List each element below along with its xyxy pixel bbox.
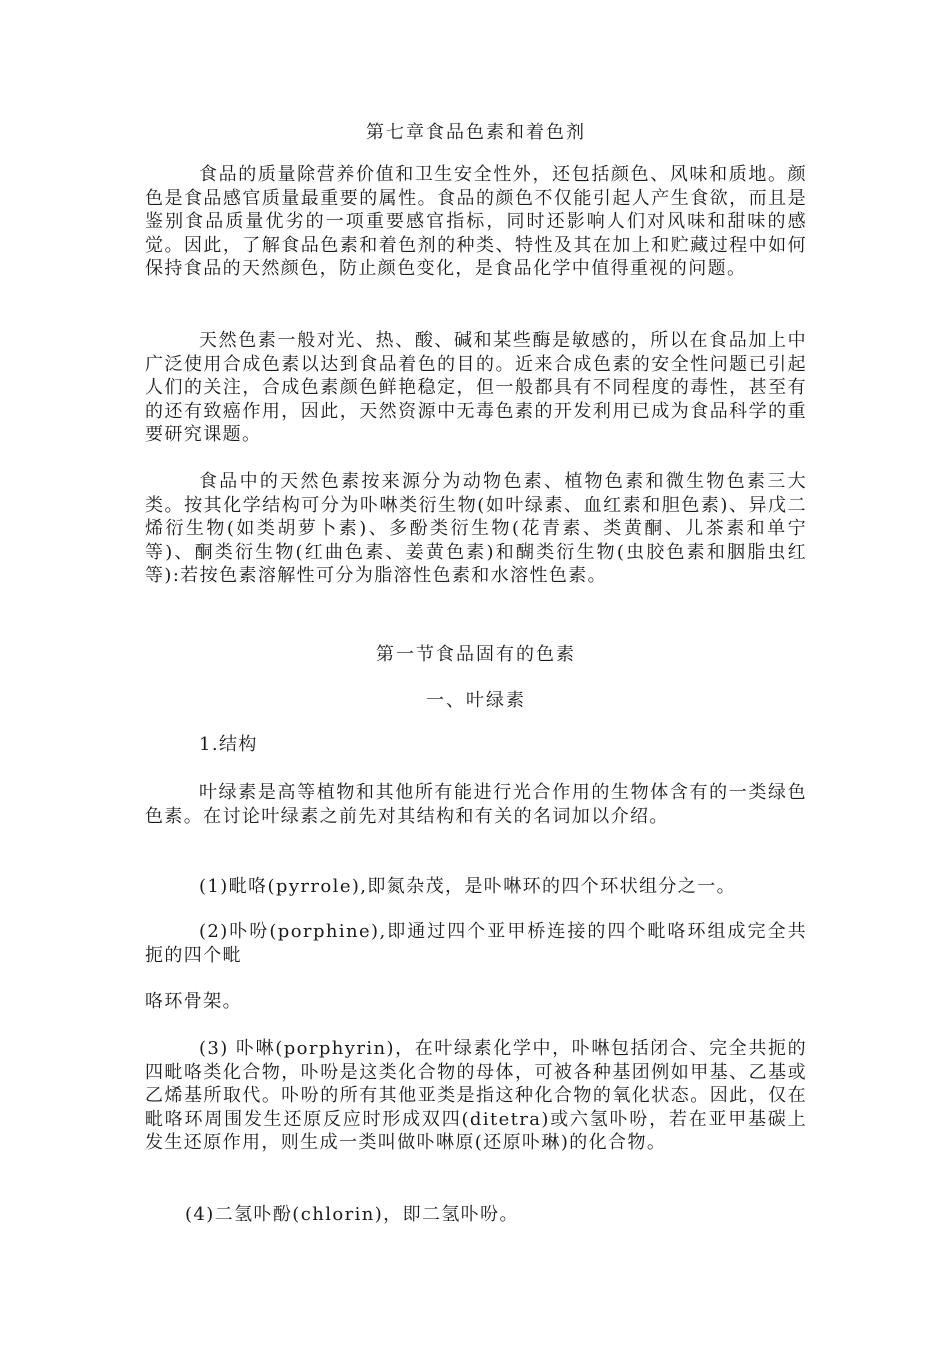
definition-chlorin: (4)二氢卟酚(chlorin)，即二氢卟吩。 (185, 1204, 519, 1225)
paragraph-1: 食品的质量除营养价值和卫生安全性外，还包括颜色、风味和质地。颜色是食品感官质量最重要的属性。食品的颜色不仅能引起人产生食欲，而且是鉴别食品质量优劣的一项重要感官指标，同时还影响人们对风味和甜味的感觉。因此，了解食品色素和着色剂的种类、特性及其在加上和贮藏过程中如何保持食品的天然颜色，防止颜色变化，是食品化学中值得重视的问题。 (145, 164, 807, 279)
paragraph-3: 食品中的天然色素按来源分为动物色素、植物色素和微生物色素三大类。按其化学结构可分为卟啉类衍生物(如叶绿素、血红素和胆色素)、异戊二烯衍生物(如类胡萝卜素)、多酚类衍生物(花青素、类黄酮、儿茶素和单宁等)、酮类衍生物(红曲色素、姜黄色素)和醐类衍生物(虫胶色素和胭脂虫红等):若按色素溶解性可分为脂溶性色素和水溶性色素。 (145, 471, 807, 586)
definition-porphyrin: (3) 卟啉(porphyrin)，在叶绿素化学中，卟啉包括闭合、完全共扼的四毗咯类化合物，卟吩是这类化合物的母体，可被各种基团例如甲基、乙基或乙烯基所取代。卟吩的所有其他亚类是指这种化合物的氧化状态。因此，仅在毗咯环周围发生还原反应时形成双四(ditetra)或六氢卟吩，若在亚甲基碳上发生还原作用，则生成一类叫做卟啉原(还原卟琳)的化合物。 (145, 1038, 807, 1153)
paragraph-2: 天然色素一般对光、热、酸、碱和某些酶是敏感的，所以在食品加上中广泛使用合成色素以达到食品着色的目的。近来合成色素的安全性问题已引起人们的关注，合成色素颜色鲜艳稳定，但一般都具有不同程度的毒性，甚至有的还有致癌作用，因此，天然资源中无毒色素的开发利用已成为食品科学的重要研究课题。 (145, 330, 807, 445)
definition-pyrrole: (1)毗咯(pyrrole),即氮杂茂，是卟啉环的四个环状组分之一。 (199, 876, 737, 897)
definition-porphine-continued: 咯环骨架。 (145, 991, 242, 1012)
definition-porphine: (2)卟吩(porphine),即通过四个亚甲桥连接的四个毗咯环组成完全共扼的四个毗 (145, 921, 807, 966)
section-title: 第一节食品固有的色素 (376, 644, 576, 665)
chapter-title: 第七章食品色素和着色剂 (366, 122, 586, 143)
item-heading: 1.结构 (199, 734, 258, 755)
intro-paragraph: 叶绿素是高等植物和其他所有能进行光合作用的生物体含有的一类绿色色素。在讨论叶绿素之前先对其结构和有关的名词加以介绍。 (145, 782, 807, 827)
subsection-title: 一、叶绿素 (426, 690, 526, 711)
